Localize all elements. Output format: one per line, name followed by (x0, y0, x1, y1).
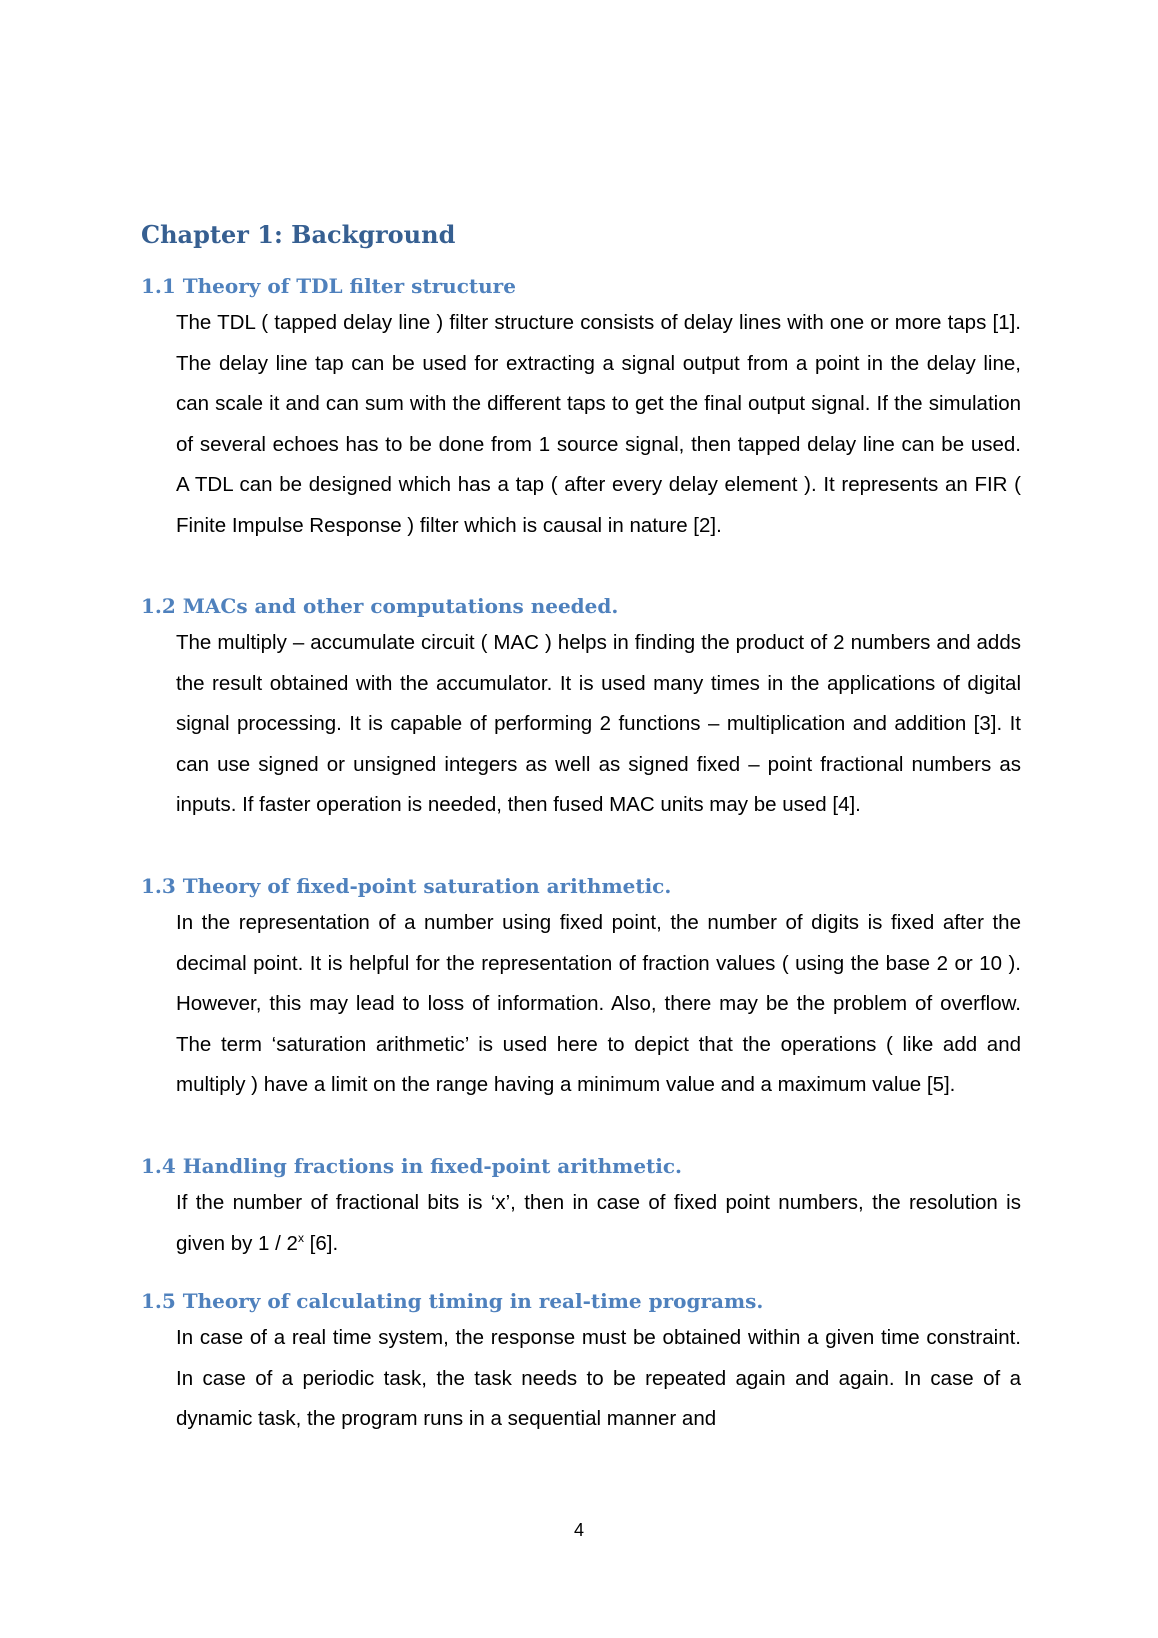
section-1-1 (141, 272, 1021, 546)
section-heading: 1.2 MACs and other computations needed. (141, 594, 619, 618)
section-1-4 (141, 1152, 1021, 1264)
section-heading: 1.3 Theory of fixed-point saturation arithmetic. (141, 874, 672, 898)
paragraph-text: If the number of fractional bits is ‘x’, then in case of fixed point numbers, the resolution is given by 1 / 2 (176, 1191, 1021, 1255)
section-1-2 (141, 592, 1021, 826)
chapter-title: Chapter 1: Background (141, 220, 456, 249)
section-1-3 (141, 872, 1021, 1106)
section-paragraph (176, 1183, 1021, 1264)
section-paragraph: The TDL ( tapped delay line ) filter structure consists of delay lines with one or more taps [1]. The delay line tap can be used for extracting a signal output from a point in the delay line, can scale it and can sum with the different taps to get the final output signal. If the simulation of several echoes has to be done from 1 source signal, then tapped delay line can be used. A TDL can be designed which has a tap ( after every delay element ). It represents an FIR ( Finite Impulse Response ) filter which is causal in nature [2]. (176, 311, 1021, 537)
section-heading: 1.4 Handling fractions in fixed-point arithmetic. (141, 1154, 683, 1178)
section-1-5 (141, 1287, 1021, 1440)
page-number: 4 (573, 1520, 584, 1540)
section-paragraph: The multiply – accumulate circuit ( MAC ) helps in finding the product of 2 numbers and adds the result obtained with the accumulator. It is used many times in the applications of digital signal processing. It is capable of performing 2 functions – multiplication and addition [3]. It can use signed or unsigned integers as well as signed fixed – point fractional numbers as inputs. If faster operation is needed, then fused MAC units may be used [4]. (176, 631, 1021, 816)
superscript-exponent: x (297, 1230, 304, 1245)
section-heading: 1.5 Theory of calculating timing in real-time programs. (141, 1289, 764, 1313)
section-paragraph: In case of a real time system, the response must be obtained within a given time constraint. In case of a periodic task, the task needs to be repeated again and again. In case of a dynamic task, the program runs in a sequential manner and (176, 1326, 1021, 1430)
section-heading: 1.1 Theory of TDL filter structure (141, 274, 516, 298)
paragraph-text: [6]. (303, 1231, 339, 1255)
section-paragraph: In the representation of a number using fixed point, the number of digits is fixed after the decimal point. It is helpful for the representation of fraction values ( using the base 2 or 10 ). However, this may lead to loss of information. Also, there may be the problem of overflow. The term ‘saturation arithmetic’ is used here to depict that the operations ( like add and multiply ) have a limit on the range having a minimum value and a maximum value [5]. (176, 911, 1021, 1096)
